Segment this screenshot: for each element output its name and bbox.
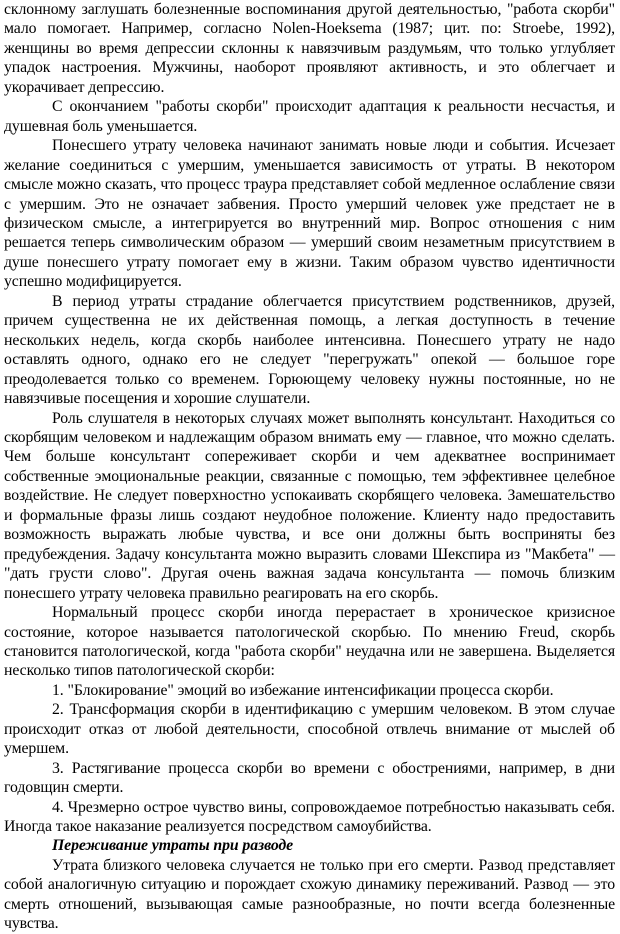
- list-item-1: 1. "Блокирование" эмоций во избежание интенсификации процесса скорби.: [52, 681, 554, 699]
- list-item-2: 2. Трансформация скорби в идентификацию с умершим человеком. В этом случае происходит отказ от любой деятельности, способной отвлечь внимание от мыслей об умершем.: [4, 701, 615, 758]
- paragraph-end-of-grief-work: С окончанием "работы скорби" происходит адаптация к реальности несчастья, и душевная боль уменьшается.: [4, 98, 615, 135]
- paragraph-new-people-events: Понесшего утрату человека начинают занимать новые люди и события. Исчезает желание соединиться с умершим, уменьшается зависимость от утраты. В некотором смысле можно сказать, что процесс траура представляет собой медленное ослабление связи с умершим. Это не означает забвения. Просто умерший человек уже предстает не в физическом смысле, а интегрируется во внутренний мир. Вопрос отношения с ним решается теперь символическим образом — умерший своим незаметным присутствием в душе понесшего утрату помогает ему в жизни. Таким образом чувство идентичности успешно модифицируется.: [4, 137, 615, 291]
- list-item-4: 4. Чрезмерно острое чувство вины, сопровождаемое потребностью наказывать себя. Иногда такое наказание реализуется посредством самоубийства.: [4, 798, 615, 836]
- paragraph-continuation: склонному заглушать болезненные воспоминания другой деятельностью, "работа скорби" мало помогает. Например, согласно Nolen-Hoeksema (1987; цит. по: Stroebe, 1992), женщины во время депрессии склонны к навязчивым раздумьям, что только углубляет упадок настроения. Мужчины, наоборот проявляют активность, и это облегчает и укорачивает депрессию.: [4, 1, 615, 96]
- list-item-3: 3. Растягивание процесса скорби во времени с обострениями, например, в дни годовщин смерти.: [4, 759, 615, 797]
- paragraph-counselor-role: Роль слушателя в некоторых случаях может выполнять консультант. Находиться со скорбящим человеком и надлежащим образом внимать ему — главное, что можно сделать. Чем больше консультант сопереживает скорби и чем адекватнее воспринимает собственные эмоциональные реакции, связанные с помощью, тем эффективнее целебное воздействие. Не следует поверхностно успокаивать скорбящего человека. Замешательство и формальные фразы лишь создают неудобное положение. Клиенту надо предоставить возможность выражать любые чувства, и все они должны быть восприняты без предубеждения. Задачу консультанта можно выразить словами Шекспира из "Макбета" — "дать грусти слово". Другая очень важная задача консультанта — помочь близким понесшего утрату человека правильно реагировать на его скорбь.: [4, 409, 615, 602]
- paragraph-divorce: Утрата близкого человека случается не только при его смерти. Развод представляет собой аналогичную ситуацию и порождает схожую динамику переживаний. Развод — это смерть отношений, вызывающая самые разнообразные, но почти всегда болезненные чувства.: [4, 856, 615, 933]
- paragraph-relatives-support: В период утраты страдание облегчается присутствием родственников, друзей, причем существенна не их действенная помощь, а легкая доступность в течение нескольких недель, когда скорбь наиболее интенсивна. Понесшего утрату не надо оставлять одного, однако его не следует "перегружать" опекой — большое горе преодолевается только со временем. Горюющему человеку нужны постоянные, но не навязчивые посещения и хорошие слушатели.: [4, 292, 615, 408]
- section-heading-divorce: Переживание утраты при разводе: [52, 837, 294, 855]
- paragraph-pathological-grief: Нормальный процесс скорби иногда перерастает в хроническое кризисное состояние, которое называется патологической скорбью. По мнению Freud, скорбь становится патологической, когда "работа скорби" неудачна или не завершена. Выделяется несколько типов патологической скорби:: [4, 604, 615, 680]
